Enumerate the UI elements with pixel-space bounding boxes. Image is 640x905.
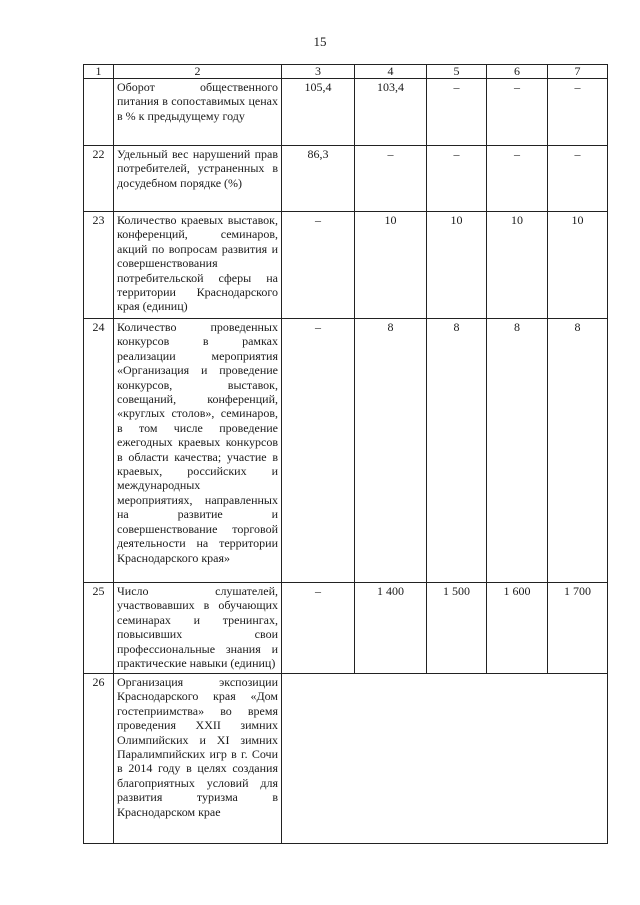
row-number: 24	[84, 319, 114, 583]
value-cell: 8	[487, 319, 548, 583]
value-cell: 8	[427, 319, 487, 583]
table-row	[84, 674, 608, 844]
value-cell: –	[355, 146, 427, 212]
column-header: 1	[84, 65, 114, 79]
column-header: 4	[355, 65, 427, 79]
table-row	[84, 319, 608, 583]
value-cell: 105,4	[282, 79, 355, 146]
value-cell: 1 700	[548, 583, 608, 674]
value-cell: 8	[548, 319, 608, 583]
column-header: 7	[548, 65, 608, 79]
value-cell: –	[427, 79, 487, 146]
value-cell: 10	[355, 212, 427, 319]
value-cell: 86,3	[282, 146, 355, 212]
table-row	[84, 583, 608, 674]
table-row	[84, 79, 608, 146]
indicator-description: Удельный вес нарушений прав потребителей, устраненных в досудебном порядке (%)	[114, 146, 282, 212]
value-cell: 1 600	[487, 583, 548, 674]
empty-merged-cell	[282, 674, 608, 844]
indicator-description: Число слушателей, участвовавших в обучающих семинарах и тренингах, повысивших свои профессиональные знания и практические навыки (единиц)	[114, 583, 282, 674]
value-cell: 10	[548, 212, 608, 319]
value-cell: 10	[487, 212, 548, 319]
table-header-row	[84, 65, 608, 79]
indicator-description: Оборот общественного питания в сопоставимых ценах в % к предыдущему году	[114, 79, 282, 146]
row-number: 26	[84, 674, 114, 844]
row-number	[84, 79, 114, 146]
row-number: 25	[84, 583, 114, 674]
indicators-table	[83, 64, 608, 844]
table-row	[84, 212, 608, 319]
row-number: 22	[84, 146, 114, 212]
column-header: 6	[487, 65, 548, 79]
value-cell: –	[427, 146, 487, 212]
value-cell: 10	[427, 212, 487, 319]
indicator-description: Количество проведенных конкурсов в рамках реализации мероприятия «Организация и проведение конкурсов, выставок, совещаний, конференций, «круглых столов», семинаров, в том числе проведение ежегодных краевых конкурсов в области качества; участие в краевых, российских и международных мероприятиях, направленных на развитие и совершенствование торговой деятельности на территории Краснодарского края»	[114, 319, 282, 583]
value-cell: –	[548, 79, 608, 146]
value-cell: 1 500	[427, 583, 487, 674]
table-row	[84, 146, 608, 212]
value-cell: –	[282, 212, 355, 319]
indicator-description: Организация экспозиции Краснодарского края «Дом гостеприимства» во время проведения XXII зимних Олимпийских и XI зимних Паралимпийских игр в г. Сочи в 2014 году в целях создания благоприятных условий для развития туризма в Краснодарском крае	[114, 674, 282, 844]
value-cell: 103,4	[355, 79, 427, 146]
value-cell: 8	[355, 319, 427, 583]
value-cell: –	[282, 583, 355, 674]
value-cell: –	[282, 319, 355, 583]
column-header: 3	[282, 65, 355, 79]
indicator-description: Количество краевых выставок, конференций, семинаров, акций по вопросам развития и совершенствования потребительской сферы на территории Краснодарского края (единиц)	[114, 212, 282, 319]
value-cell: –	[548, 146, 608, 212]
column-header: 2	[114, 65, 282, 79]
column-header: 5	[427, 65, 487, 79]
page-number: 15	[313, 34, 327, 49]
value-cell: 1 400	[355, 583, 427, 674]
row-number: 23	[84, 212, 114, 319]
value-cell: –	[487, 146, 548, 212]
value-cell: –	[487, 79, 548, 146]
